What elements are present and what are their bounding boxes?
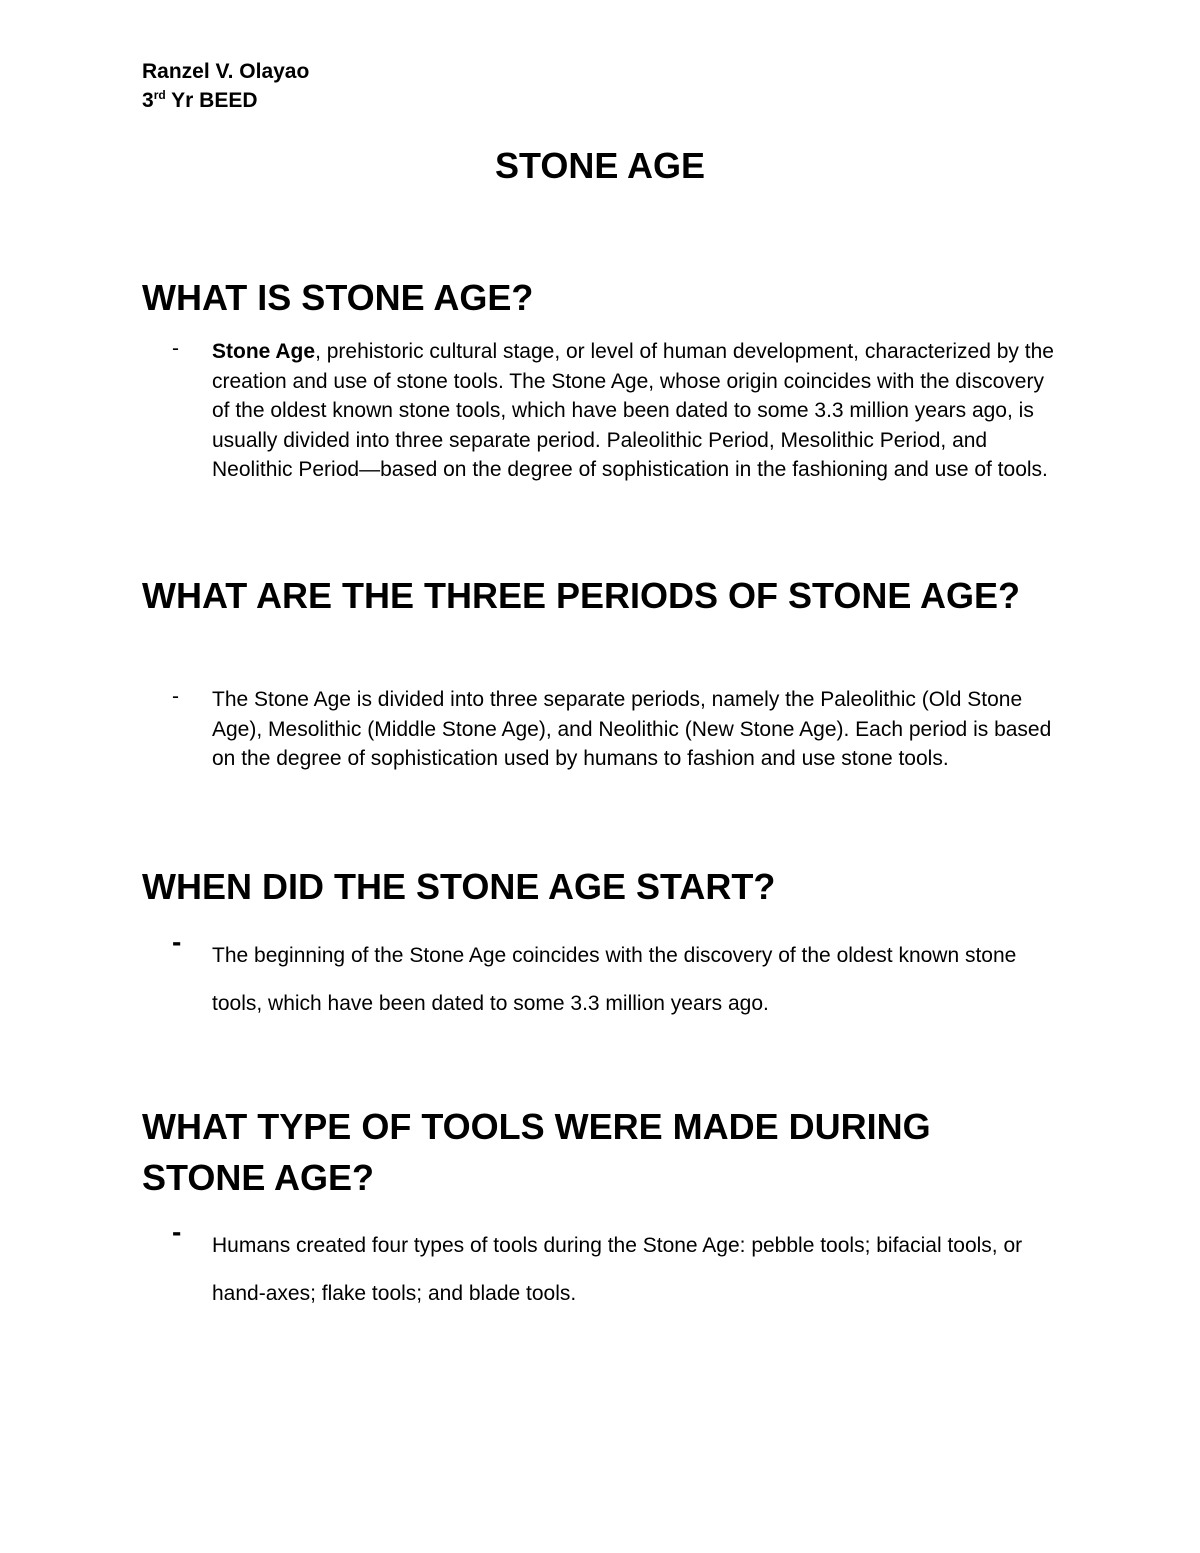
page-title: STONE AGE bbox=[494, 145, 706, 186]
section-heading-three-periods: WHAT ARE THE THREE PERIODS OF STONE AGE? bbox=[142, 575, 1021, 616]
dash-bullet: - bbox=[172, 337, 179, 360]
author-block bbox=[142, 57, 309, 115]
dash-bullet: - bbox=[172, 926, 182, 957]
section-heading-tool-types: WHAT TYPE OF TOOLS WERE MADE DURING STONE AGE? bbox=[142, 1106, 931, 1198]
section-heading-when-start: WHEN DID THE STONE AGE START? bbox=[142, 866, 776, 907]
year-number: 3 bbox=[142, 89, 154, 112]
section-text-when-start: The beginning of the Stone Age coincides with the discovery of the oldest known stone tools, which have been dated to some 3.3 million years ago. bbox=[212, 944, 1017, 1015]
dash-bullet: - bbox=[172, 685, 179, 708]
section-text-tool-types: Humans created four types of tools during the Stone Age: pebble tools; bifacial tools, or hand-axes; flake tools; and blade tools. bbox=[212, 1234, 1023, 1305]
author-year-course bbox=[142, 86, 309, 115]
author-name: Ranzel V. Olayao bbox=[142, 60, 310, 83]
section-text-what-is bbox=[212, 337, 1062, 485]
definition-text: , prehistoric cultural stage, or level of human development, characterized by the creation and use of stone tools. The Stone Age, whose origin coincides with the discovery of the oldest known stone tools, which have been dated to some 3.3 million years ago, is usually divided into three separate period. Paleolithic Period, Mesolithic Period, and Neolithic Period—based on the degree of sophistication in the fashioning and use of tools. bbox=[212, 340, 1054, 481]
section-text-three-periods: The Stone Age is divided into three separate periods, namely the Paleolithic (Old Stone Age), Mesolithic (Middle Stone Age), and Neolithic (New Stone Age). Each period is based on the degree of sophistication used by humans to fashion and use stone tools. bbox=[212, 688, 1052, 770]
year-course-label: Yr BEED bbox=[165, 89, 258, 112]
year-ordinal-suffix: rd bbox=[153, 88, 166, 102]
term-stone-age: Stone Age bbox=[212, 340, 316, 363]
section-heading-what-is: WHAT IS STONE AGE? bbox=[142, 277, 534, 318]
dash-bullet: - bbox=[172, 1216, 182, 1247]
